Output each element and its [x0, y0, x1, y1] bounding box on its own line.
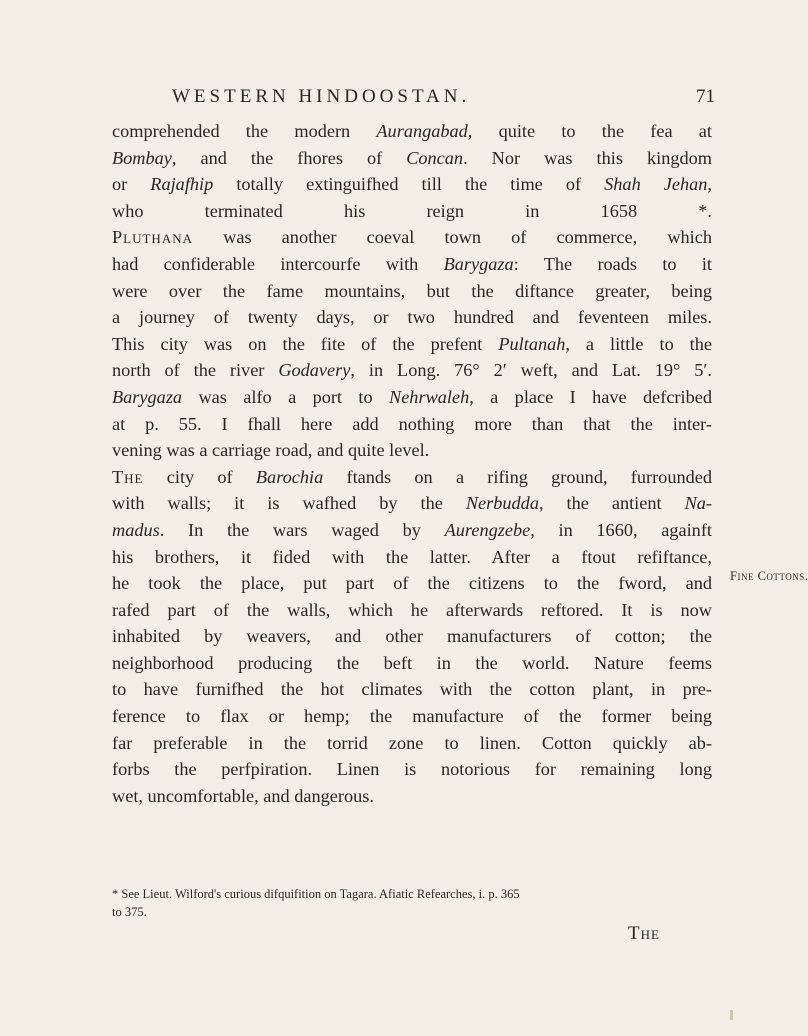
- text-run: . In the wars waged by: [159, 519, 445, 540]
- text-run: inhabited by weavers, and other manufacturers of cotton; the: [112, 626, 712, 647]
- italic-text: Bombay: [112, 147, 172, 168]
- text-line: [112, 703, 712, 730]
- text-run: at p. 55. I fhall here add nothing more than that the inter-: [112, 413, 712, 434]
- body-text: [112, 118, 712, 809]
- text-line: [112, 676, 712, 703]
- text-run: who terminated his reign in 1658 *.: [112, 200, 712, 221]
- italic-text: madus: [112, 519, 160, 540]
- text-run: far preferable in the torrid zone to linen. Cotton quickly ab-: [112, 732, 712, 753]
- marginal-note: Fine Cottons.: [730, 569, 808, 583]
- italic-text: Rajafhip: [150, 174, 214, 195]
- footnote-line: to 375.: [112, 905, 147, 919]
- italic-text: Godavery: [278, 360, 351, 381]
- text-run: rafed part of the walls, which he afterwards reftored. It is now: [112, 599, 712, 620]
- small-caps-text: Pluthana: [112, 227, 193, 248]
- text-run: , in Long. 76° 2′ weft, and Lat. 19° 5′.: [350, 360, 712, 381]
- italic-text: Na-: [684, 493, 712, 514]
- text-run: totally extinguifhed till the time of: [213, 174, 605, 195]
- italic-text: Pultanah: [498, 333, 566, 354]
- text-line: [112, 517, 712, 544]
- footnote: [112, 885, 712, 921]
- text-run: his brothers, it fided with the latter. After a ftout refiftance,: [112, 546, 712, 567]
- text-run: forbs the perfpiration. Linen is notorious for remaining long: [112, 759, 712, 780]
- text-run: , quite to the fea at: [467, 121, 712, 141]
- text-line: [112, 331, 712, 358]
- text-run: ftands on a rifing ground, furrounded: [323, 466, 712, 487]
- text-run: were over the fame mountains, but the diftance greater, being: [112, 280, 712, 301]
- small-caps-text: The: [112, 466, 144, 487]
- italic-text: Nerbudda: [465, 493, 539, 514]
- text-line: [112, 224, 712, 251]
- italic-text: Aurangabad: [376, 121, 468, 141]
- italic-text: Barochia: [255, 466, 324, 487]
- text-run: with walls; it is wafhed by the: [112, 493, 466, 514]
- text-run: , a place I have defcribed: [469, 386, 712, 407]
- page-mark: [730, 1010, 733, 1020]
- text-line: [112, 171, 712, 198]
- text-run: , in 1660, againft: [530, 519, 712, 540]
- text-run: was another coeval town of commerce, which: [193, 227, 712, 248]
- text-line: [112, 570, 712, 597]
- text-line: [112, 597, 712, 624]
- text-line: [112, 304, 712, 331]
- text-line: [112, 118, 712, 145]
- text-run: was alfo a port to: [182, 386, 389, 407]
- italic-text: Shah Jehan: [604, 174, 708, 195]
- italic-text: Barygaza: [443, 253, 514, 274]
- text-run: he took the place, put part of the citizens to the fword, and: [112, 573, 712, 594]
- text-run: , and the fhores of: [171, 147, 407, 168]
- italic-text: Aurengzebe: [444, 519, 531, 540]
- text-line: [112, 490, 712, 517]
- italic-text: Concan: [406, 147, 464, 168]
- text-line: [112, 411, 712, 438]
- text-run: north of the river: [112, 360, 279, 381]
- text-line: [112, 251, 712, 278]
- text-line: [112, 198, 712, 225]
- catchword: The: [628, 923, 660, 944]
- text-run: to have furnifhed the hot climates with the cotton plant, in pre-: [112, 679, 712, 700]
- text-line: [112, 650, 712, 677]
- text-line: [112, 730, 712, 757]
- text-line: [112, 756, 712, 783]
- text-run: city of: [143, 466, 256, 487]
- text-line: [112, 145, 712, 172]
- text-run: : The roads to it: [513, 253, 712, 274]
- text-line: [112, 623, 712, 650]
- page-number: 71: [696, 86, 715, 107]
- footnote-line: * See Lieut. Wilford's curious difquifition on Tagara. Afiatic Refearches, i. p. 365: [112, 887, 520, 901]
- text-run: ference to flax or hemp; the manufacture of the former being: [112, 706, 712, 727]
- text-line: [112, 278, 712, 305]
- text-run: neighborhood producing the beft in the world. Nature feems: [112, 652, 712, 673]
- text-line: [112, 544, 712, 571]
- text-run: , a little to the: [565, 333, 713, 354]
- text-run: ,: [707, 174, 712, 195]
- text-line: [112, 464, 712, 491]
- text-run: vening was a carriage road, and quite level.: [112, 440, 430, 461]
- italic-text: Barygaza: [112, 386, 183, 407]
- text-line: [112, 437, 712, 464]
- text-run: had confiderable intercourfe with: [112, 253, 444, 274]
- text-run: comprehended the modern: [112, 121, 377, 141]
- text-line: [112, 357, 712, 384]
- text-run: or: [112, 174, 151, 195]
- text-run: . Nor was this kingdom: [463, 147, 712, 168]
- text-run: , the antient: [538, 493, 685, 514]
- text-line: [112, 783, 712, 810]
- text-line: [112, 384, 712, 411]
- text-run: wet, uncomfortable, and dangerous.: [112, 785, 374, 806]
- running-title: WESTERN HINDOOSTAN.: [172, 86, 471, 107]
- italic-text: Nehrwaleh: [389, 386, 470, 407]
- text-run: This city was on the fite of the prefent: [112, 333, 499, 354]
- text-run: a journey of twenty days, or two hundred and feventeen miles.: [112, 307, 712, 328]
